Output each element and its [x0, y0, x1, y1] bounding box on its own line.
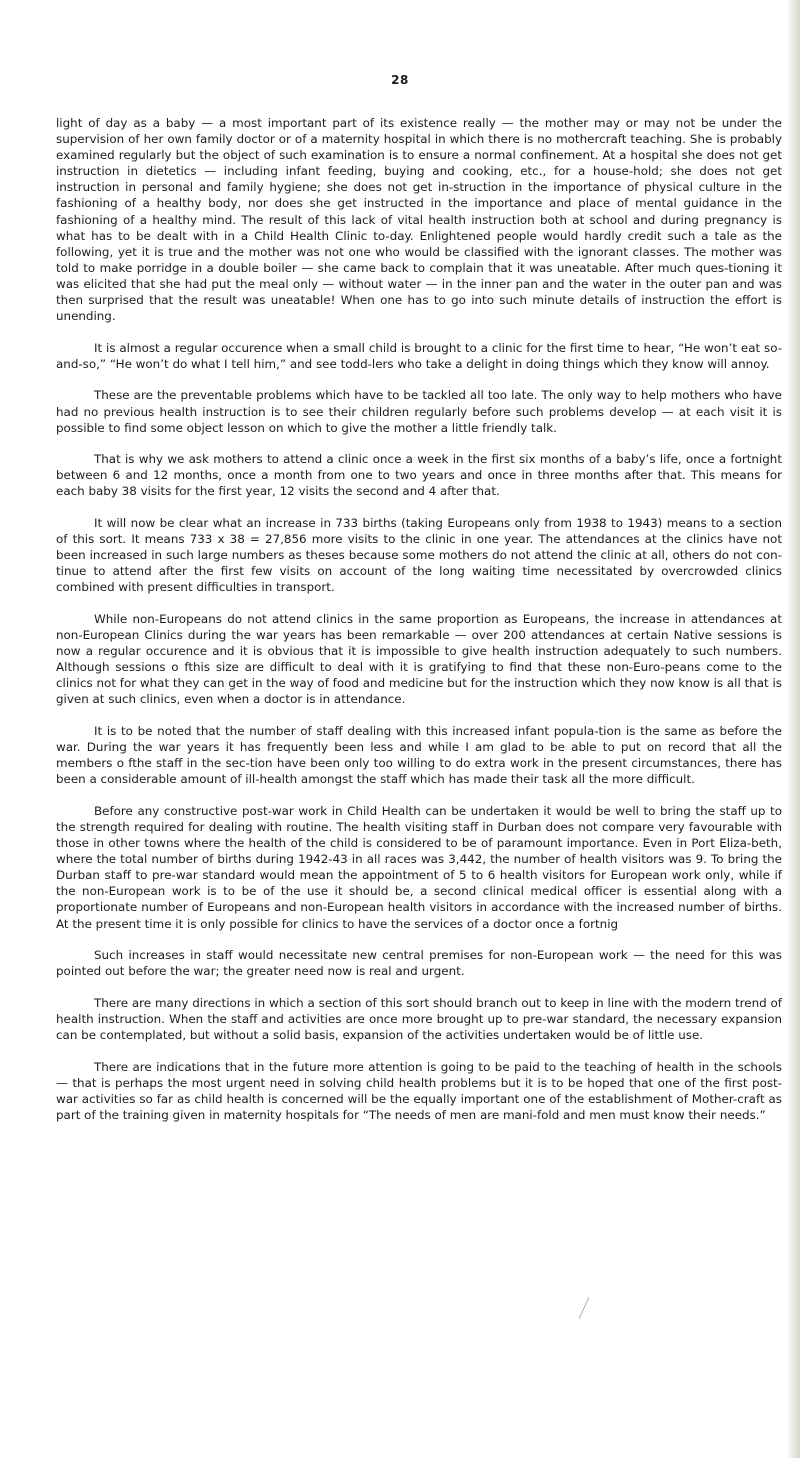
pencil-stroke-mark: [578, 1296, 590, 1320]
paragraph-9: Such increases in staff would necessitate new central premises for non-European work — the need for this was pointed out before the war; the greater need now is real and urgent.: [56, 948, 782, 979]
body-text: [56, 115, 782, 1138]
paragraph-5: It will now be clear what an increase in 733 births (taking Europeans only from 1938 to 1943) means to a section of this sort. It means 733 x 38 = 27,856 more visits to the clinic in one year. The attendances at the clinics have not been increased in such large numbers as theses because some mothers do not attend the clinic at all, others do not con-tinue to attend after the first few visits on account of the long waiting time necessitated by overcrowded clinics combined with present difficulties in transport.: [56, 515, 782, 595]
paragraph-10: There are many directions in which a section of this sort should branch out to keep in line with the modern trend of health instruction. When the staff and activities are once more brought up to pre-war standard, the necessary expansion can be contemplated, but without a solid basis, expansion of the activities undertaken would be of little use.: [56, 995, 782, 1042]
page-edge-shadow: [786, 0, 800, 1458]
paragraph-1: light of day as a baby — a most important part of its existence really — the mother may or may not be under the supervision of her own family doctor or of a maternity hospital in which there is no mothercraft teaching. She is probably examined regularly but the object of such examination is to ensure a normal confinement. At a hospital she does not get instruction in dietetics — including infant feeding, buying and cooking, etc., for a house-hold; she does not get instruction in personal and family hygiene; she does not get in-struction in the importance of physical culture in the fashioning of a healthy body, nor does she get instructed in the importance and place of mental guidance in the fashioning of a healthy mind. The result of this lack of vital health instruction both at school and during pregnancy is what has to be dealt with in a Child Health Clinic to-day. Enlightened people would hardly credit such a tale as the following, yet it is true and the mother was not one who would be classified with the ignorant classes. The mother was told to make porridge in a double boiler — she came back to complain that it was uneatable. After much ques-tioning it was elicited that she had put the meal only — without water — in the inner pan and the water in the outer pan and was then surprised that the result was uneatable! When one has to go into such minute details of instruction the effort is unending.: [56, 116, 782, 324]
paragraph-8: Before any constructive post-war work in Child Health can be undertaken it would be well to bring the staff up to the strength required for dealing with routine. The health visiting staff in Durban does not compare very favourable with those in other towns where the health of the child is considered to be of paramount importance. Even in Port Eliza-beth, where the total number of births during 1942-43 in all races was 3,442, the number of health visitors was 9. To bring the Durban staff to pre-war standard would mean the appointment of 5 to 6 health visitors for European work only, while if the non-European work is to be of the use it should be, a second clinical medical officer is essential along with a proportionate number of Europeans and non-European health visitors in accordance with the increased number of births. At the present time it is only possible for clinics to have the services of a doctor once a fortnig: [56, 803, 782, 931]
paragraph-6: While non-Europeans do not attend clinics in the same proportion as Europeans, the increase in attendances at non-European Clinics during the war years has been remarkable — over 200 attendances at certain Native sessions is now a regular occurence and it is obvious that it is impossible to give health instruction adequately to such numbers. Although sessions o fthis size are difficult to deal with it is gratifying to find that these non-Euro-peans come to the clinics not for what they can get in the way of food and medicine but for the instruction which they now know is all that is given at such clinics, even when a doctor is in attendance.: [56, 611, 782, 707]
paragraph-4: That is why we ask mothers to attend a clinic once a week in the first six months of a baby’s life, once a fortnight between 6 and 12 months, once a month from one to two years and once in three months after that. This means for each baby 38 visits for the first year, 12 visits the second and 4 after that.: [56, 452, 782, 499]
page-number: 28: [391, 73, 409, 87]
paragraph-2: It is almost a regular occurence when a small child is brought to a clinic for the first time to hear, “He won’t eat so-and-so,” “He won’t do what I tell him,” and see todd-lers who take a delight in doing things which they know will annoy.: [56, 340, 782, 371]
paragraph-7: It is to be noted that the number of staff dealing with this increased infant popula-tion is the same as before the war. During the war years it has frequently been less and while I am glad to be able to put on record that all the members o fthe staff in the sec-tion have been only too willing to do extra work in the present circumstances, there has been a considerable amount of ill-health amongst the staff which has made their task all the more difficult.: [56, 724, 782, 787]
paragraph-3: These are the preventable problems which have to be tackled all too late. The only way to help mothers who have had no previous health instruction is to see their children regularly before such problems develop — at each visit it is possible to find some object lesson on which to give the mother a little friendly talk.: [56, 388, 782, 435]
paragraph-11: There are indications that in the future more attention is going to be paid to the teaching of health in the schools — that is perhaps the most urgent need in solving child health problems but it is to be hoped that one of the first post-war activities so far as child health is concerned will be the equally important one of the establishment of Mother-craft as part of the training given in maternity hospitals for “The needs of men are mani-fold and men must know their needs.”: [56, 1059, 782, 1122]
